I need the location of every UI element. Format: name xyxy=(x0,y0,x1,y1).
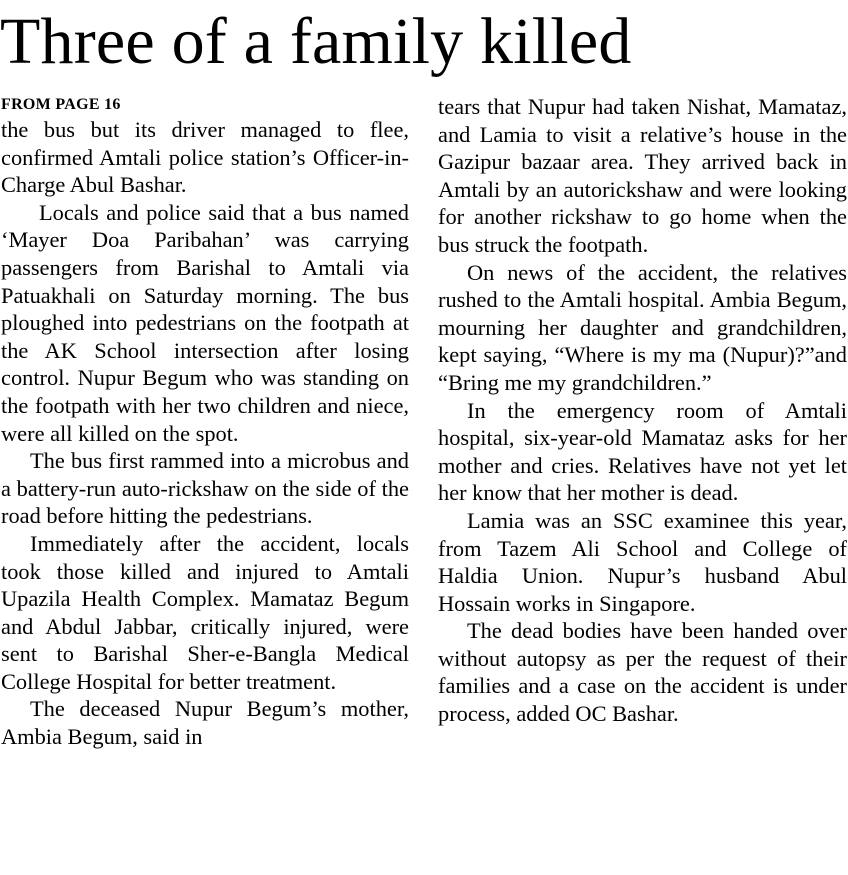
continuation-label: FROM PAGE 16 xyxy=(1,96,121,113)
article-paragraph: The deceased Nupur Begum’s mother, Ambia Begum, said in xyxy=(1,696,409,750)
article-paragraph: Immediately after the accident, locals took those killed and injured to Amtali Upazila Health Complex. Mamataz Begum and Abdul Jabbar, critically injured, were sent to Barishal Sher-e-Bangla Medical College Hospital for better treatment. xyxy=(1,530,409,694)
article-column-left xyxy=(1,93,409,751)
article-paragraph: In the emergency room of Amtali hospital, six-year-old Mamataz asks for her mother and cries. Relatives have not yet let her know that her mother is dead. xyxy=(438,397,847,506)
article-paragraph: Locals and police said that a bus named ‘Mayer Doa Paribahan’ was carrying passengers from Barishal to Amtali via Patuakhali on Saturday morning. The bus ploughed into pedestrians on the footpath at the AK School intersection after losing control. Nupur Begum who was standing on the footpath with her two children and niece, were all killed on the spot. xyxy=(1,199,409,446)
article-paragraph: tears that Nupur had taken Nishat, Mamataz, and Lamia to visit a relative’s house in the Gazipur bazaar area. They arrived back in Amtali by an autorickshaw and were looking for another rickshaw to go home when the bus struck the footpath. xyxy=(438,94,847,257)
article-headline: Three of a family killed xyxy=(0,5,632,78)
article-paragraph: The bus first rammed into a microbus and a battery-run auto-rickshaw on the side of the road before hitting the pedestrians. xyxy=(1,448,409,529)
article-paragraph: Lamia was an SSC examinee this year, from Tazem Ali School and College of Haldia Union. Nupur’s husband Abul Hossain works in Singapore. xyxy=(438,507,847,616)
article-paragraph: the bus but its driver managed to flee, confirmed Amtali police station’s Officer-in-Charge Abul Bashar. xyxy=(1,117,409,198)
article-column-right xyxy=(438,93,847,728)
article-paragraph: The dead bodies have been handed over without autopsy as per the request of their families and a case on the accident is under process, added OC Bashar. xyxy=(438,618,847,727)
article-paragraph: On news of the accident, the relatives rushed to the Amtali hospital. Ambia Begum, mourning her daughter and grandchildren, kept saying, “Where is my ma (Nupur)?”and “Bring me my grandchildren.” xyxy=(438,259,847,395)
